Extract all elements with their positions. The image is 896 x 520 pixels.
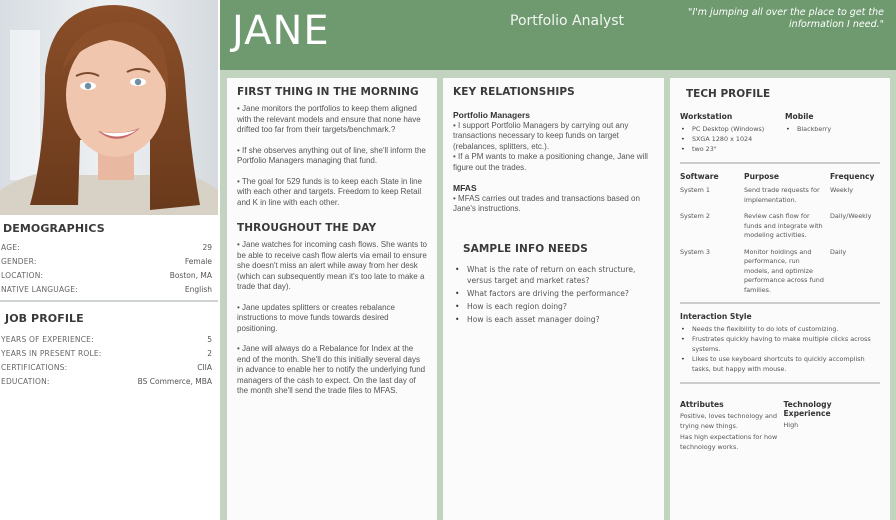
location-label: LOCATION: <box>1 271 44 280</box>
info-need-item: • What is the rate of return on each structure, versus target and market rates? <box>453 264 654 286</box>
software-table <box>680 172 880 302</box>
software-row <box>680 186 880 212</box>
tech-profile-title: TECH PROFILE <box>686 88 771 100</box>
day-text <box>237 240 427 397</box>
interaction-item: • Needs the flexibility to do lots of customizing. <box>680 324 880 334</box>
software-row <box>680 212 880 248</box>
workstation-item: • two 23" <box>680 144 785 154</box>
software-purpose: Monitor holdings and performance, run models, and optimize performance across fund families. <box>744 247 824 294</box>
software-row <box>680 248 880 303</box>
portrait-image <box>0 0 218 215</box>
education-label: EDUCATION: <box>1 377 50 386</box>
left-column <box>0 0 218 520</box>
morning-paragraph: • Jane monitors the portfolios to keep them aligned with the relevant models and ensure that none have drifted too far from their targets/benchmark.? <box>237 104 421 134</box>
mobile-list <box>785 124 831 134</box>
interaction-style-list <box>680 324 880 374</box>
relationship-line: • MFAS carries out trades and transactions based on Jane's instructions. <box>453 193 640 213</box>
relationship-group <box>453 183 654 215</box>
persona-header <box>220 0 896 70</box>
info-need-item: • What factors are driving the performance? <box>453 288 654 299</box>
morning-text <box>237 104 427 208</box>
relationship-line: • If a PM wants to make a positioning change, Jane will figure out the trades. <box>453 152 648 172</box>
job-profile-title: JOB PROFILE <box>5 312 84 325</box>
software-frequency: Daily <box>830 247 847 256</box>
purpose-header: Purpose <box>744 172 780 181</box>
devices <box>680 112 880 154</box>
relationships-title: KEY RELATIONSHIPS <box>453 86 575 98</box>
gender-value: Female <box>184 257 212 266</box>
job-row <box>0 347 218 361</box>
language-label: NATIVE LANGUAGE: <box>1 285 78 294</box>
relationship-name: MFAS <box>453 183 477 193</box>
frequency-header: Frequency <box>830 172 875 181</box>
experience-label: YEARS OF EXPERIENCE: <box>1 335 94 344</box>
gender-label: GENDER: <box>1 257 37 266</box>
content-area <box>220 70 896 520</box>
interaction-style-block <box>680 312 880 374</box>
persona-role: Portfolio Analyst <box>510 13 625 29</box>
software-frequency: Weekly <box>830 186 854 194</box>
software-header: Software <box>680 172 719 181</box>
software-name: System 3 <box>680 247 710 256</box>
day-paragraph: • Jane will always do a Rebalance for Index at the end of the month. She'll do this initially several days in advance to enable her to notify the underlying fund managers of the cash to expect. On the last day of the month she'll send the trade files to MFAS. <box>237 344 426 395</box>
morning-paragraph: • The goal for 529 funds is to keep each State in line with each other and targets. Freedom to keep Retail and K in line with each other. <box>237 176 422 207</box>
software-purpose: Send trade requests for implementation. <box>744 186 820 204</box>
mobile-label: Mobile <box>785 112 814 121</box>
present-role-label: YEARS IN PRESENT ROLE: <box>1 349 102 358</box>
workstation-label: Workstation <box>680 112 733 121</box>
workstation-item: • PC Desktop (Windows) <box>680 124 785 134</box>
persona-quote: "I'm jumping all over the place to get the information I need." <box>688 7 884 30</box>
software-purpose: Review cash flow for funds and integrate with modeling activities. <box>744 212 823 239</box>
persona-photo <box>0 0 218 215</box>
attributes-row <box>680 400 880 454</box>
attribute-line: Has high expectations for how technology works. <box>680 433 778 451</box>
experience-value: 5 <box>207 335 212 344</box>
workstation-item: • SXGA 1280 x 1024 <box>680 134 785 144</box>
section-divider <box>680 162 880 164</box>
section-divider <box>0 300 218 302</box>
info-needs-title: SAMPLE INFO NEEDS <box>463 242 588 255</box>
age-value: 29 <box>202 243 212 252</box>
job-row <box>0 375 218 389</box>
day-paragraph: • Jane watches for incoming cash flows. She wants to be able to receive cash flow alerts via email to ensure she doesn't miss an alert while away from her desk (which can subsequently mean it's too late to make a trade that day). <box>237 240 428 291</box>
morning-title: FIRST THING IN THE MORNING <box>237 86 419 98</box>
workstation-list <box>680 124 785 154</box>
mobile-item: • Blackberry <box>785 124 831 134</box>
demographics-title: DEMOGRAPHICS <box>3 222 105 235</box>
info-need-item: • How is each region doing? <box>453 301 654 312</box>
mobile-block <box>785 112 831 154</box>
location-value: Boston, MA <box>169 271 212 280</box>
relationships-panel <box>443 78 664 520</box>
job-profile-section <box>0 312 218 389</box>
relationship-name: Portfolio Managers <box>453 110 530 120</box>
attribute-line: Positive, loves technology and trying new things. <box>680 412 777 430</box>
language-value: English <box>184 285 212 294</box>
age-label: AGE: <box>1 243 20 252</box>
interaction-style-label: Interaction Style <box>680 312 752 321</box>
attributes-block <box>680 400 783 454</box>
job-row <box>0 333 218 347</box>
workstation-block <box>680 112 785 154</box>
info-needs-list <box>453 264 654 325</box>
tech-experience-value: High <box>783 421 799 429</box>
persona-name: JANE <box>232 8 330 54</box>
software-name: System 1 <box>680 186 710 194</box>
demographics-row <box>0 269 218 283</box>
day-title: THROUGHOUT THE DAY <box>237 222 377 234</box>
demographics-row <box>0 241 218 255</box>
present-role-value: 2 <box>207 349 212 358</box>
interaction-item: • Likes to use keyboard shortcuts to quickly accomplish tasks, but happy with mouse. <box>680 354 880 374</box>
relationship-line: • I support Portfolio Managers by carrying out any transactions necessary to keep funds on target (rebalances, splitters, etc.). <box>453 120 629 151</box>
software-header-row <box>680 172 880 186</box>
interaction-item: • Frustrates quickly having to make multiple clicks across systems. <box>680 334 880 354</box>
education-value: BS Commerce, MBA <box>137 377 212 386</box>
job-row <box>0 361 218 375</box>
certifications-value: CIIA <box>197 363 212 372</box>
attributes-label: Attributes <box>680 400 724 409</box>
section-divider <box>680 302 880 304</box>
demographics-row <box>0 283 218 297</box>
info-need-item: • How is each asset manager doing? <box>453 314 654 325</box>
morning-paragraph: • If she observes anything out of line, she'll inform the Portfolio Managers managing that fund. <box>237 145 426 165</box>
tech-experience-label: Technology Experience <box>783 400 832 418</box>
day-paragraph: • Jane updates splitters or creates rebalance instructions to move funds towards desired positioning. <box>237 302 395 333</box>
software-name: System 2 <box>680 212 710 220</box>
section-divider <box>680 382 880 384</box>
daily-activities-panel <box>227 78 437 520</box>
software-frequency: Daily/Weekly <box>830 212 872 220</box>
tech-experience-block <box>783 400 880 454</box>
demographics-row <box>0 255 218 269</box>
certifications-label: CERTIFICATIONS: <box>1 363 68 372</box>
relationship-group <box>453 110 654 173</box>
demographics-section <box>0 222 218 305</box>
tech-profile-panel <box>670 78 890 520</box>
